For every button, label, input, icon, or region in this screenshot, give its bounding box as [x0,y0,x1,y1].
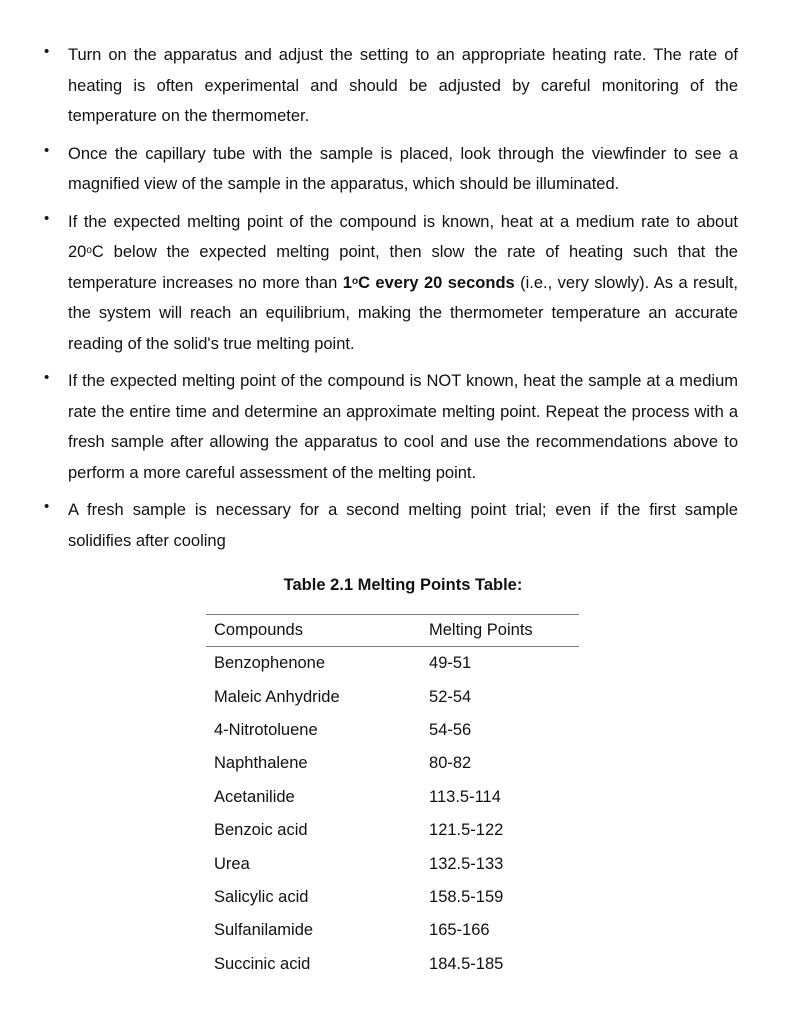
table-row [206,914,579,947]
degree-superscript: o [351,275,359,287]
list-item [0,366,804,488]
text-segment: (i.e., very slowly). As a result, the system will reach an equilibrium, making the thermometer temperature an accurate reading of the solid's true melting point. [68,273,738,353]
table-title-text: Table 2.1 Melting Points Table: [283,576,523,594]
table-row [206,948,579,981]
table-row [206,647,579,681]
compound-cell: Succinic acid [214,954,311,973]
list-item [0,139,804,200]
melting-point-cell: 49-51 [429,654,472,673]
column-header-compounds: Compounds [214,621,303,639]
emphasis-rate [343,274,515,292]
melting-point-cell: 121.5-122 [429,821,504,840]
compound-cell: Benzophenone [214,654,326,673]
bullet-icon: • [44,141,50,159]
melting-point-cell: 184.5-185 [429,954,504,973]
text-segment: C below the expected melting point, then slow the rate of heating such that the temperature increases no more than [68,243,738,292]
bullet-icon: • [44,209,50,227]
compound-cell: Salicylic acid [214,887,309,906]
list-item-text: A fresh sample is necessary for a second melting point trial; even if the first sample solidifies after cooling [68,501,738,550]
table-row [206,847,579,880]
table-row [206,781,579,814]
column-header-melting-points: Melting Points [429,621,533,639]
melting-point-cell: 52-54 [429,687,472,706]
list-item-text [68,213,738,353]
instruction-list [0,40,804,563]
list-item-text: If the expected melting point of the compound is NOT known, heat the sample at a medium rate the entire time and determine an approximate melting point. Repeat the process with a fresh sample after allowing the apparatus to cool and use the recommendations above to perform a more careful assessment of the melting point. [68,372,738,482]
list-item [0,495,804,556]
list-item [0,207,804,360]
table-row [206,714,579,747]
compound-cell: 4-Nitrotoluene [214,720,318,739]
table-row [206,881,579,914]
text-segment: C every 20 seconds [358,273,515,292]
text-segment: If the expected melting point of the compound is known, heat at a medium rate to about 20 [68,212,738,261]
compound-cell: Benzoic acid [214,821,308,840]
melting-point-cell: 113.5-114 [429,787,501,806]
compound-cell: Sulfanilamide [214,921,314,940]
melting-point-cell: 80-82 [429,754,472,773]
table-header-row [206,615,579,647]
bullet-icon: • [44,498,50,515]
bullet-icon: • [44,369,50,386]
melting-point-cell: 165-166 [429,921,490,940]
list-item [0,40,804,132]
text-segment: 1 [342,273,352,292]
list-item-text: Turn on the apparatus and adjust the setting to an appropriate heating rate. The rate of heating is often experimental and should be adjusted by careful monitoring of the temperature on the thermometer. [68,46,738,125]
degree-superscript: o [86,245,92,256]
compound-cell: Acetanilide [214,787,295,806]
list-item-text: Once the capillary tube with the sample is placed, look through the viewfinder to see a magnified view of the sample in the apparatus, which should be illuminated. [68,144,738,193]
melting-point-cell: 132.5-133 [429,854,504,873]
table-title [0,573,804,597]
melting-point-cell: 54-56 [429,720,472,739]
compound-cell: Maleic Anhydride [214,687,340,706]
compound-cell: Urea [214,854,250,873]
melting-points-table [206,614,579,981]
compound-cell: Naphthalene [214,754,308,773]
table-row [206,680,579,713]
bullet-icon: • [44,43,50,60]
table-row [206,814,579,847]
melting-point-cell: 158.5-159 [429,887,504,906]
table-row [206,747,579,780]
